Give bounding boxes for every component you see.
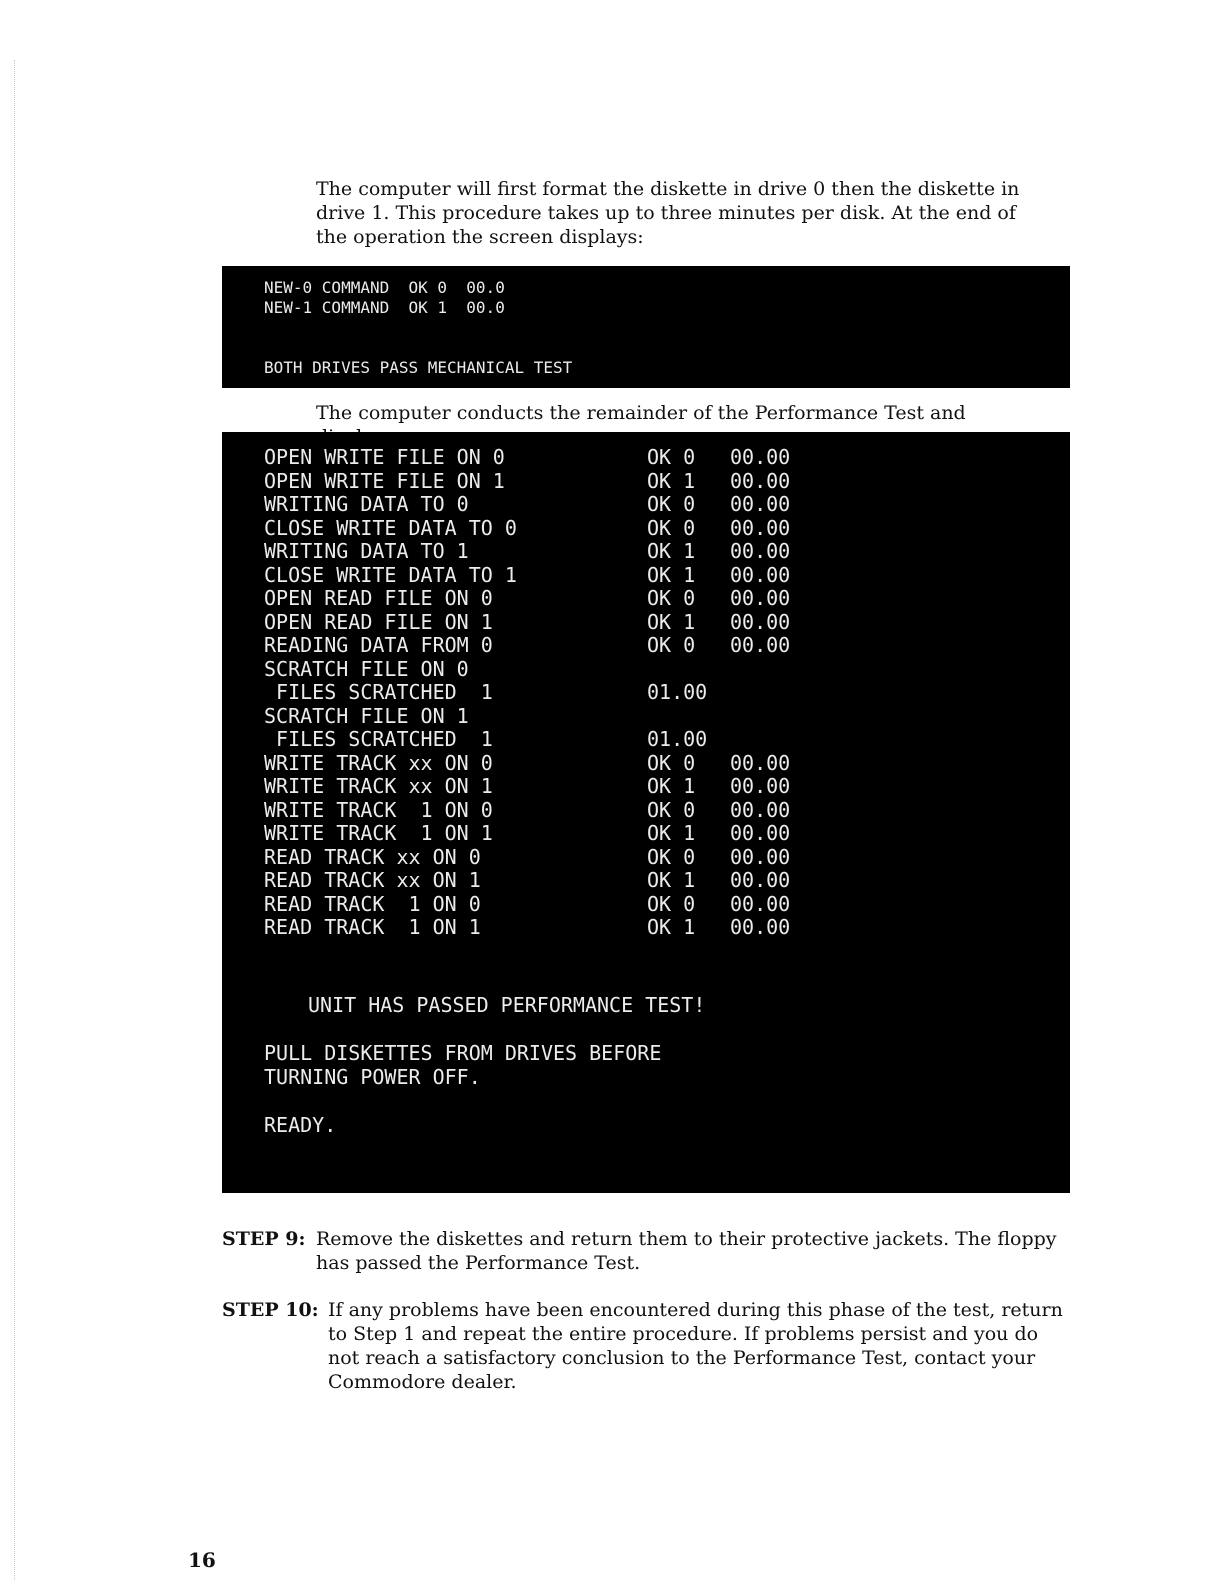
test-operation-label: FILES SCRATCHED 1 (264, 727, 493, 751)
test-operation-label: CLOSE WRITE DATA TO 1 (264, 562, 517, 587)
screen-pull-line-1: PULL DISKETTES FROM DRIVES BEFORE (264, 1041, 662, 1065)
screen-mechanical-result: BOTH DRIVES PASS MECHANICAL TEST (264, 358, 573, 377)
step-9-label: STEP 9: (222, 1228, 306, 1250)
test-time: 00.00 (730, 797, 791, 822)
test-result-row (222, 752, 1070, 776)
test-time: 00.00 (730, 445, 791, 469)
test-time: 00.00 (730, 750, 791, 775)
test-operation-label: OPEN WRITE FILE ON 1 (264, 468, 505, 493)
test-result-row (222, 681, 1070, 705)
test-operation-label: READ TRACK 1 ON 1 (264, 915, 481, 939)
test-status: OK 1 (647, 562, 696, 587)
test-result-row (222, 916, 1070, 940)
test-result-row (222, 587, 1070, 611)
test-time: 00.00 (730, 515, 791, 540)
test-time: 00.00 (730, 915, 791, 939)
test-status: OK 0 (647, 844, 696, 869)
test-time: 00.00 (730, 774, 791, 798)
step-10-label: STEP 10: (222, 1299, 319, 1321)
test-time: 00.00 (730, 562, 791, 587)
test-status: OK 1 (647, 774, 696, 798)
middle-paragraph: The computer conducts the remainder of the Performance Test and (316, 402, 966, 424)
test-time: 00.00 (730, 868, 791, 892)
test-time: 00.00 (730, 891, 791, 916)
test-status: OK 0 (647, 586, 696, 610)
test-result-row (222, 728, 1070, 752)
test-status: OK 0 (647, 445, 696, 469)
test-result-row (222, 493, 1070, 517)
test-status: OK 1 (647, 609, 696, 634)
step-9-text: Remove the diskettes and return them to their protective jackets. The floppy has passed the Performance Test. (316, 1228, 1057, 1274)
test-time: 00.00 (730, 492, 791, 516)
test-operation-label: CLOSE WRITE DATA TO 0 (264, 515, 517, 540)
test-time: 00.00 (730, 844, 791, 869)
test-result-row (222, 822, 1070, 846)
page-binding-edge (14, 60, 21, 1580)
text-cursor (266, 1451, 278, 1471)
screen-line-new-1: NEW-1 COMMAND OK 1 00.0 (264, 298, 505, 317)
test-result-row (222, 705, 1070, 729)
test-status: OK 0 (647, 750, 696, 775)
test-operation-label: WRITING DATA TO 1 (264, 539, 469, 563)
test-operation-label: WRITE TRACK 1 ON 0 (264, 797, 493, 822)
test-operation-label: WRITE TRACK 1 ON 1 (264, 821, 493, 845)
test-status: OK 0 (647, 633, 696, 657)
screen-pull-line-2: TURNING POWER OFF. (264, 1065, 481, 1089)
test-time: 00.00 (730, 539, 791, 563)
test-operation-label: SCRATCH FILE ON 0 (264, 656, 469, 681)
test-status: OK 1 (647, 821, 696, 845)
test-result-row (222, 564, 1070, 588)
test-status: OK 0 (647, 515, 696, 540)
test-status: OK 1 (647, 468, 696, 493)
intro-paragraph: The computer will first format the diskette in drive 0 then the diskette in drive 1. This procedure takes up to three minutes per disk. At the end of the operation the screen displays: (316, 178, 1020, 248)
test-result-row (222, 846, 1070, 870)
test-operation-label: READ TRACK xx ON 0 (264, 844, 481, 869)
test-time: 00.00 (730, 609, 791, 634)
test-operation-label: OPEN WRITE FILE ON 0 (264, 445, 505, 469)
test-result-row (222, 893, 1070, 917)
test-operation-label: OPEN READ FILE ON 1 (264, 609, 493, 634)
test-status: 01.00 (647, 680, 708, 704)
test-result-row (222, 470, 1070, 494)
test-operation-label: READING DATA FROM 0 (264, 633, 493, 657)
test-time: 00.00 (730, 468, 791, 493)
test-status: OK 0 (647, 797, 696, 822)
test-operation-label: WRITE TRACK xx ON 1 (264, 774, 493, 798)
test-status: OK 1 (647, 915, 696, 939)
test-operation-label: READ TRACK 1 ON 0 (264, 891, 481, 916)
test-operation-label: OPEN READ FILE ON 0 (264, 586, 493, 610)
test-result-row (222, 446, 1070, 470)
page-number: 16 (188, 1548, 216, 1572)
screen-line-new-0: NEW-0 COMMAND OK 0 00.0 (264, 278, 505, 297)
test-status: OK 0 (647, 492, 696, 516)
test-result-row (222, 540, 1070, 564)
test-status: 01.00 (647, 727, 708, 751)
test-time: 00.00 (730, 821, 791, 845)
test-result-row (222, 517, 1070, 541)
test-operation-label: SCRATCH FILE ON 1 (264, 703, 469, 728)
test-result-row (222, 658, 1070, 682)
test-status: OK 0 (647, 891, 696, 916)
test-result-row (222, 869, 1070, 893)
test-operation-label: FILES SCRATCHED 1 (264, 680, 493, 704)
test-time: 00.00 (730, 633, 791, 657)
test-result-row (222, 611, 1070, 635)
test-result-row (222, 634, 1070, 658)
test-result-row (222, 775, 1070, 799)
terminal-screen-format (222, 266, 1070, 388)
screen-passed-message: UNIT HAS PASSED PERFORMANCE TEST! (308, 993, 706, 1017)
test-status: OK 1 (647, 539, 696, 563)
test-status: OK 1 (647, 868, 696, 892)
screen-ready-prompt: READY. (264, 1113, 337, 1137)
test-operation-label: WRITING DATA TO 0 (264, 492, 469, 516)
step-10-text: If any problems have been encountered during this phase of the test, return to Step 1 and repeat the entire procedure. If problems persist and you do not reach a satisfactory conclusion to the Performance Test, contact your Commodore dealer. (328, 1299, 1063, 1393)
test-operation-label: WRITE TRACK xx ON 0 (264, 750, 493, 775)
test-result-row (222, 799, 1070, 823)
test-time: 00.00 (730, 586, 791, 610)
test-operation-label: READ TRACK xx ON 1 (264, 868, 481, 892)
terminal-screen-performance (222, 432, 1070, 1193)
